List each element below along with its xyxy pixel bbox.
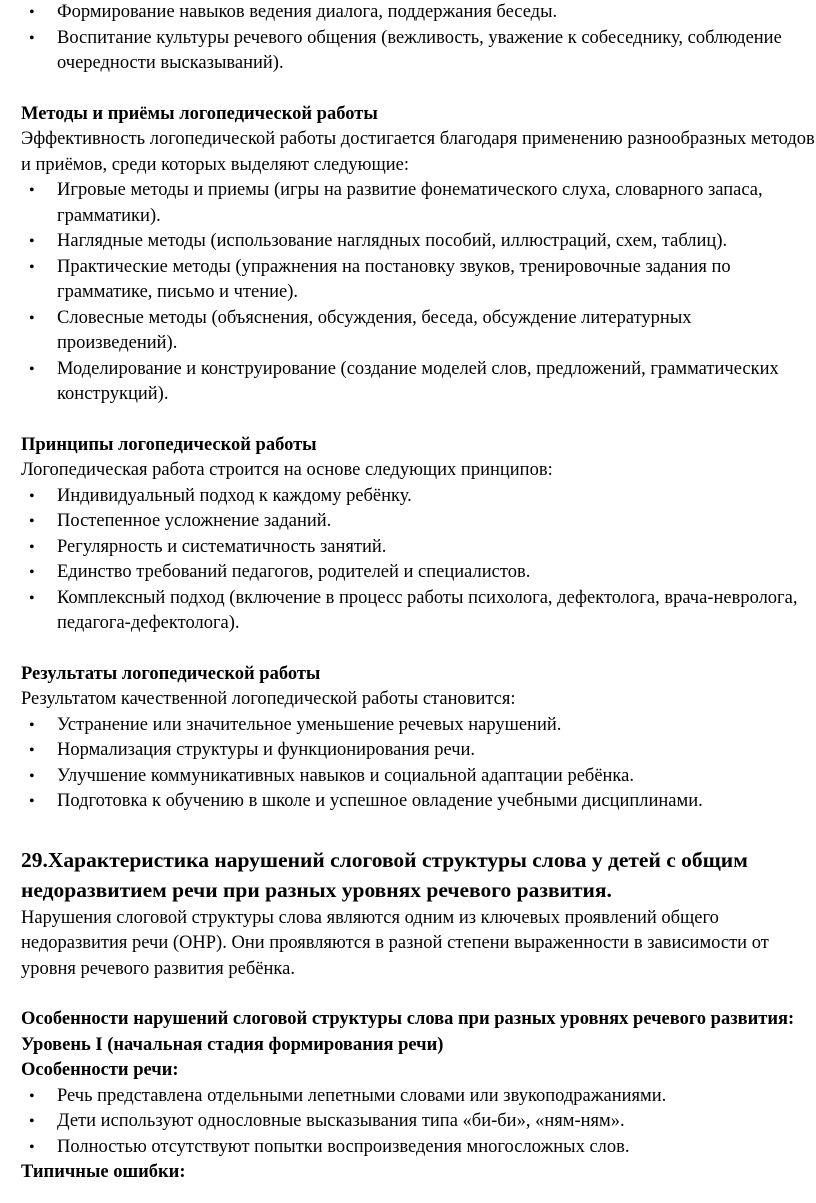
principles-intro: Логопедическая работа строится на основе следующих принципов: bbox=[21, 460, 553, 480]
list-item: • Устранение или значительное уменьшение речевых нарушений. bbox=[21, 713, 816, 739]
list-item: • Комплексный подход (включение в процесс работы психолога, дефектолога, врача-невролога, педагога-дефектолога). bbox=[21, 586, 816, 637]
level-1-heading: Уровень I (начальная стадия формирования речи) bbox=[21, 1034, 444, 1055]
list-item: • Наглядные методы (использование наглядных пособий, иллюстраций, схем, таблиц). bbox=[21, 229, 816, 255]
results-heading: Результаты логопедической работы bbox=[21, 663, 321, 684]
results-list bbox=[21, 713, 816, 815]
list-item: • Подготовка к обучению в школе и успешное овладение учебными дисциплинами. bbox=[21, 789, 816, 815]
list-item: • Полностью отсутствуют попытки воспроизведения многосложных слов. bbox=[21, 1135, 816, 1161]
list-item: • Постепенное усложнение заданий. bbox=[21, 509, 816, 535]
principles-heading: Принципы логопедической работы bbox=[21, 434, 317, 455]
speech-features-list bbox=[21, 1084, 816, 1161]
list-item: • Нормализация структуры и функционирования речи. bbox=[21, 738, 816, 764]
list-item: • Игровые методы и приемы (игры на развитие фонематического слуха, словарного запаса, грамматики). bbox=[21, 178, 816, 229]
list-item: • Словесные методы (объяснения, обсуждения, беседа, обсуждение литературных произведений). bbox=[21, 306, 816, 357]
list-item: • Единство требований педагогов, родителей и специалистов. bbox=[21, 560, 816, 586]
methods-heading: Методы и приёмы логопедической работы bbox=[21, 103, 378, 124]
methods-list bbox=[21, 178, 816, 408]
list-item: • Регулярность и систематичность занятий. bbox=[21, 535, 816, 561]
speech-features-heading: Особенности речи: bbox=[21, 1060, 179, 1080]
list-item: • Практические методы (упражнения на постановку звуков, тренировочные задания по грамматике, письмо и чтение). bbox=[21, 255, 816, 306]
intro-list bbox=[21, 0, 816, 77]
list-item: • Дети используют однословные высказывания типа «би-би», «ням-ням». bbox=[21, 1109, 816, 1135]
list-item: • Индивидуальный подход к каждому ребёнку. bbox=[21, 484, 816, 510]
section-29-title: 29.Характеристика нарушений слоговой структуры слова у детей с общим недоразвитием речи при разных уровнях речевого развития. bbox=[21, 847, 748, 902]
methods-intro: Эффективность логопедической работы достигается благодаря применению разнообразных методов и приёмов, среди которых выделяют следующие: bbox=[21, 129, 815, 175]
principles-list bbox=[21, 484, 816, 637]
section-29-intro: Нарушения слоговой структуры слова являются одним из ключевых проявлений общего недоразвития речи (ОНР). Они проявляются в разной степени выраженности в зависимости от уровня речевого развития ребёнка. bbox=[21, 907, 769, 979]
results-intro: Результатом качественной логопедической работы становится: bbox=[21, 689, 516, 709]
list-item: • Улучшение коммуникативных навыков и социальной адаптации ребёнка. bbox=[21, 764, 816, 790]
features-heading: Особенности нарушений слоговой структуры слова при разных уровнях речевого развития: bbox=[21, 1009, 795, 1029]
list-item: • Речь представлена отдельными лепетными словами или звукоподражаниями. bbox=[21, 1084, 816, 1110]
list-item: • Моделирование и конструирование (создание моделей слов, предложений, грамматических конструкций). bbox=[21, 357, 816, 408]
list-item: • Воспитание культуры речевого общения (вежливость, уважение к собеседнику, соблюдение очередности высказываний). bbox=[21, 26, 816, 77]
list-item: • Формирование навыков ведения диалога, поддержания беседы. bbox=[21, 0, 816, 26]
typical-errors-heading: Типичные ошибки: bbox=[21, 1162, 186, 1182]
